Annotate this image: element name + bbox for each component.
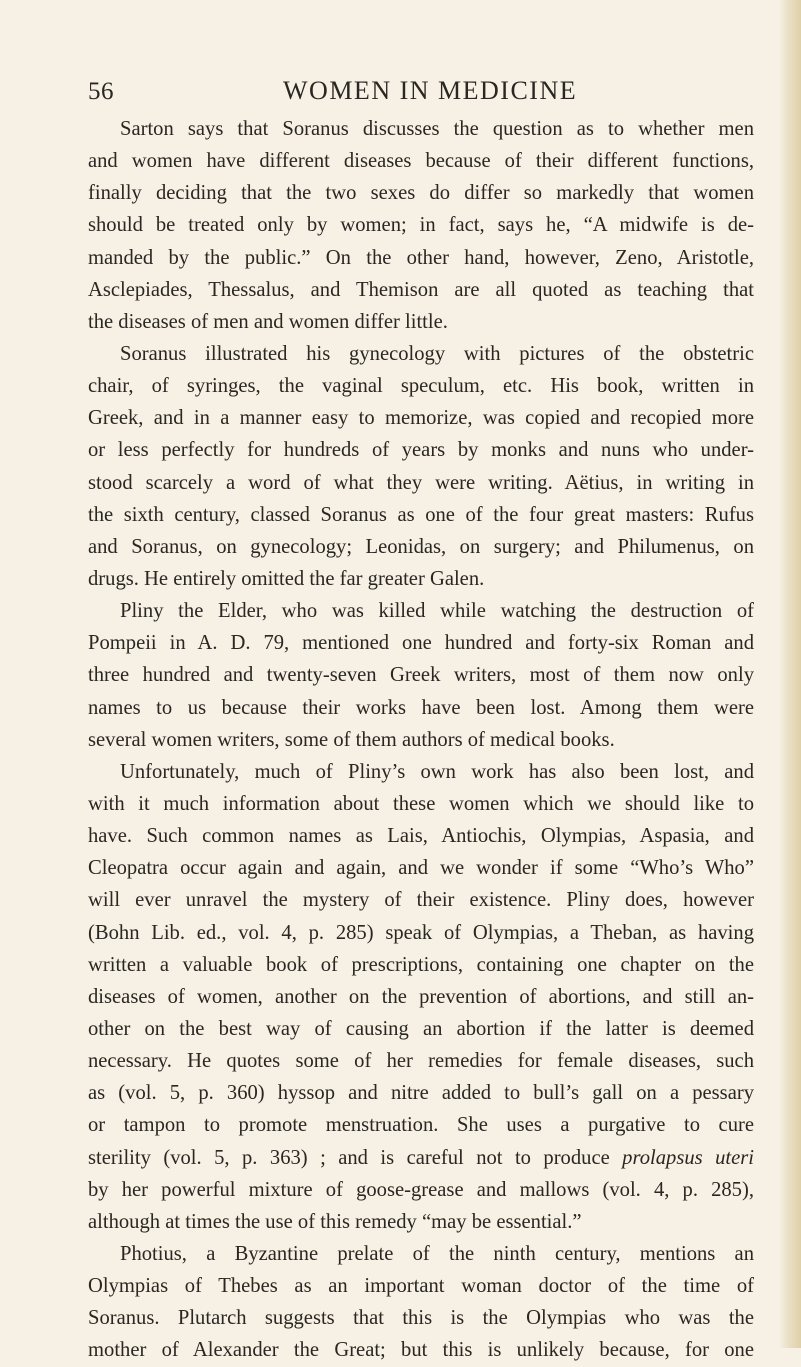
text-line: Greek, and in a manner easy to memorize, was copied and recopied more xyxy=(88,407,754,430)
text-line: Asclepiades, Thessalus, and Themison are all quoted as teaching that xyxy=(88,278,754,301)
page-edge-shading xyxy=(779,0,801,1348)
text-line: Olympias of Thebes as an important woman doctor of the time of xyxy=(88,1275,754,1298)
text-line: written a valuable book of prescriptions, containing one chapter on the xyxy=(88,953,754,976)
text-line: Unfortunately, much of Pliny’s own work has also been lost, and xyxy=(120,760,754,783)
page-number: 56 xyxy=(88,78,114,105)
text-line: other on the best way of causing an abortion if the latter is deemed xyxy=(88,1017,754,1040)
text-line: and Soranus, on gynecology; Leonidas, on surgery; and Philumenus, on xyxy=(88,535,754,558)
text-line: manded by the public.” On the other hand, however, Zeno, Aristotle, xyxy=(88,246,754,269)
text-line: Soranus. Plutarch suggests that this is the Olympias who was the xyxy=(88,1307,754,1330)
running-head-title: WOMEN IN MEDICINE xyxy=(283,76,578,105)
text-line: as (vol. 5, p. 360) hyssop and nitre added to bull’s gall on a pessary xyxy=(88,1082,754,1105)
text-line: Soranus illustrated his gynecology with pictures of the obstetric xyxy=(120,342,754,365)
italic-term: prolapsus uteri xyxy=(622,1146,754,1169)
text-line: three hundred and twenty-seven Greek writers, most of them now only xyxy=(88,664,754,687)
text-line: by her powerful mixture of goose-grease and mallows (vol. 4, p. 285), xyxy=(88,1178,754,1201)
text-line: Sarton says that Soranus discusses the question as to whether men xyxy=(120,118,754,140)
text-line: finally deciding that the two sexes do differ so markedly that women xyxy=(88,182,754,205)
text-line: several women writers, some of them authors of medical books. xyxy=(88,728,615,751)
text-line xyxy=(88,1142,754,1174)
text-line: stood scarcely a word of what they were writing. Aëtius, in writing in xyxy=(88,471,754,494)
text-line: Pompeii in A. D. 79, mentioned one hundred and forty-six Roman and xyxy=(88,632,754,655)
text-line: Photius, a Byzantine prelate of the ninth century, mentions an xyxy=(120,1242,754,1265)
body-text xyxy=(88,113,754,1366)
text-line: have. Such common names as Lais, Antiochis, Olympias, Aspasia, and xyxy=(88,825,754,848)
text-line: should be treated only by women; in fact, says he, “A midwife is de- xyxy=(88,214,754,237)
text-line: and women have different diseases because of their different functions, xyxy=(88,150,754,173)
text-line: or less perfectly for hundreds of years by monks and nuns who under- xyxy=(88,439,754,462)
text-line: with it much information about these women which we should like to xyxy=(88,792,754,815)
text-line: although at times the use of this remedy “may be essential.” xyxy=(88,1210,582,1233)
text-line: the diseases of men and women differ little. xyxy=(88,310,448,333)
text-line: mother of Alexander the Great; but this is unlikely because, for one xyxy=(88,1339,754,1362)
text-segment: sterility (vol. 5, p. 363) ; and is careful not to produce xyxy=(88,1146,623,1169)
text-line: diseases of women, another on the prevention of abortions, and still an- xyxy=(88,985,754,1008)
text-line: the sixth century, classed Soranus as one of the four great masters: Rufus xyxy=(88,503,754,526)
text-line: Pliny the Elder, who was killed while watching the destruction of xyxy=(120,600,754,623)
text-line: necessary. He quotes some of her remedies for female diseases, such xyxy=(88,1050,754,1073)
text-line: drugs. He entirely omitted the far greater Galen. xyxy=(88,567,485,590)
text-line: Cleopatra occur again and again, and we wonder if some “Who’s Who” xyxy=(88,857,754,880)
text-line: names to us because their works have been lost. Among them were xyxy=(88,696,754,719)
text-line: will ever unravel the mystery of their existence. Pliny does, however xyxy=(88,889,754,912)
text-line: or tampon to promote menstruation. She uses a purgative to cure xyxy=(88,1114,754,1137)
text-line: (Bohn Lib. ed., vol. 4, p. 285) speak of Olympias, a Theban, as having xyxy=(88,921,754,944)
text-line: chair, of syringes, the vaginal speculum, etc. His book, written in xyxy=(88,375,754,398)
